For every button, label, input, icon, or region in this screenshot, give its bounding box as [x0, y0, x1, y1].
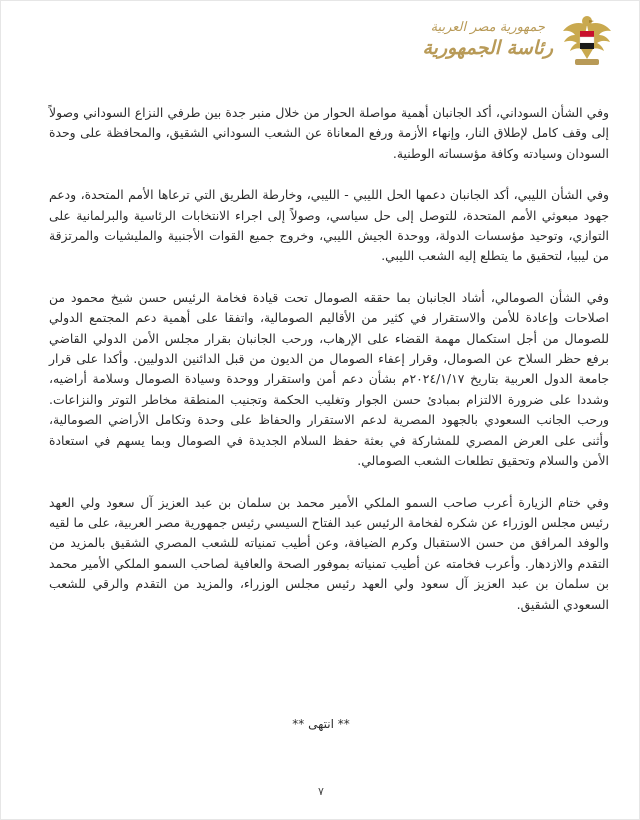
paragraph-closing: وفي ختام الزيارة أعرب صاحب السمو الملكي الأمير محمد بن سلمان بن عبد العزيز آل سعود ولي العهد رئيس مجلس الوزراء عن شكره لفخامة الرئيس عبد الفتاح السيسي رئيس جمهورية مصر العربية، على ما لقيه والوفد المرافق من حسن الاستقبال وكرم الضيافة، وعن أطيب تمنياته للشعب المصري الشقيق بالمزيد من التقدم والازدهار. وأعرب فخامته عن أطيب تمنياته بموفور الصحة والعافية لصاحب السمو الملكي الأمير محمد بن سلمان بن عبد العزيز آل سعود ولي العهد رئيس مجلس الوزراء، والمزيد من التقدم والرقي للشعب السعودي الشقيق. [49, 494, 609, 612]
end-mark: ** انتهى ** [292, 717, 350, 731]
letterhead [422, 11, 613, 69]
paragraph-libya: وفي الشأن الليبي، أكد الجانبان دعمها الحل الليبي - الليبي، وخارطة الطريق التي ترعاها الأمم المتحدة، ودعم جهود مبعوثي الأمم المتحدة، للتوصل إلى حل سياسي، وصولاً إلى اجراء الانتخابات الرئاسية والبرلمانية على التوازي، وتوحيد مؤسسات الدولة، ووحدة الجيش الليبي، وخروج جميع القوات الأجنبية والمليشيات والمرتزقة من ليبيا، لتحقيق ما يتطلع إليه الشعب الليبي. [49, 187, 609, 264]
statement-body [49, 103, 609, 636]
page-number: ٧ [318, 785, 324, 798]
egypt-eagle-emblem-icon [561, 11, 613, 69]
letterhead-country: جمهورية مصر العربية [430, 20, 545, 35]
paragraph-somalia: وفي الشأن الصومالي، أشاد الجانبان بما حققه الصومال تحت قيادة فخامة الرئيس حسن شيخ محمود من اصلاحات وإعادة للأمن والاستقرار في كثير من الأقاليم الصومالية، واتفقا على أهمية دعم المجتمع الدولي للصومال من أجل استكمال مهمة القضاء على الإرهاب، ورحب الجانبان بقرار مجلس الأمن الدولي القاضي برفع حظر السلاح عن الصومال، وقرار إعفاء الصومال من الديون من قبل الدائنين الدوليين. وأكدا على قرار جامعة الدول العربية بتاريخ ٢٠٢٤/١/١٧م بشأن دعم أمن واستقرار ووحدة وسيادة الصومال وسلامة أراضيه، وشددا على ضرورة الالتزام بمبادئ حسن الجوار وتغليب الحكمة وتجنيب المنطقة مخاطر التوتر والنزاعات. ورحب الجانب السعودي بالجهود المصرية لدعم الاستقرار والحفاظ على وحدة وتكامل الأراضي الصومالية، وأثنى على العرض المصري للمشاركة في بعثة حفظ السلام الجديدة في الصومال وبما يسهم في استعادة الأمن والسلام وتحقيق تطلعات الشعب الصومالي. [49, 289, 610, 469]
letterhead-presidency: رئاسة الجمهورية [422, 37, 553, 59]
paragraph-sudan: وفي الشأن السوداني، أكد الجانبان أهمية مواصلة الحوار من خلال منبر جدة بين طرفي النزاع السوداني وصولاً إلى وقف كامل لإطلاق النار، وإنهاء الأزمة ورفع المعاناة عن الشعب السوداني الشقيق، والمحافظة على وحدة السودان وسيادته وكافة مؤسساته الوطنية. [49, 105, 609, 161]
letterhead-text [422, 20, 553, 60]
